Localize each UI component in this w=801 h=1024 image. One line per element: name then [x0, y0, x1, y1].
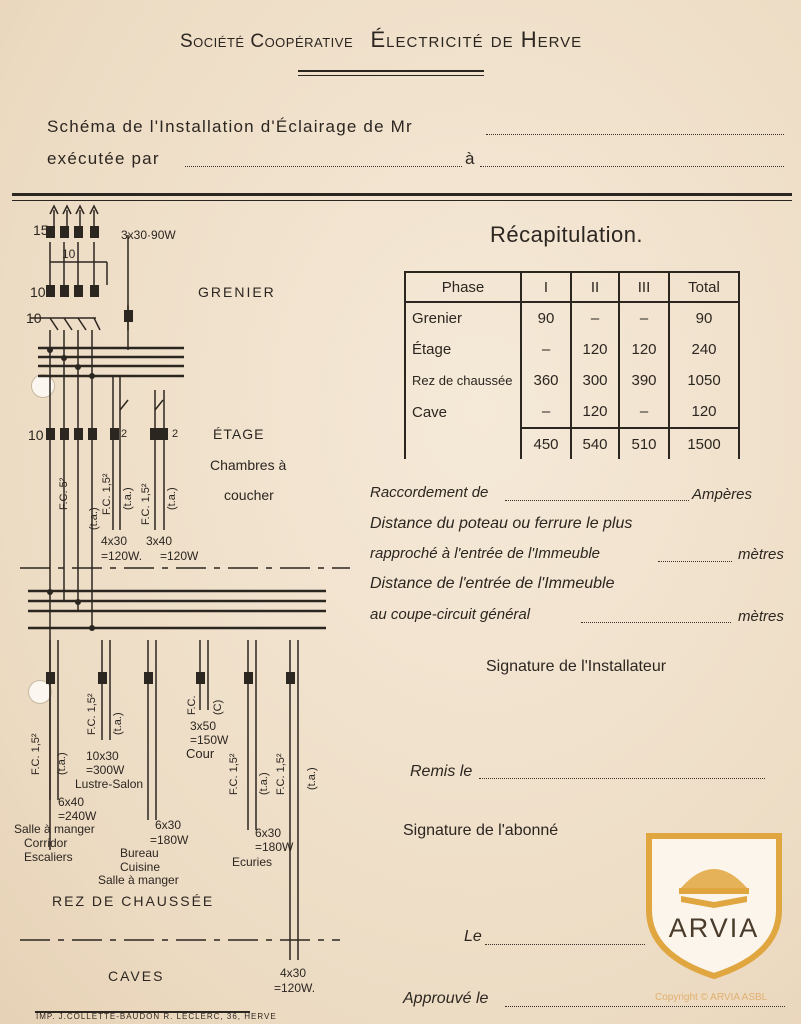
wire-label: (t.a.) — [56, 752, 68, 775]
coucher-label: coucher — [224, 487, 274, 503]
remis-label: Remis le — [410, 763, 473, 780]
arvia-logo — [641, 830, 787, 980]
shield-icon — [641, 830, 787, 980]
recap-title: Récapitulation. — [490, 222, 644, 247]
company-name: Électricité de Herve — [370, 27, 583, 52]
company-type: Société Coopérative — [180, 31, 354, 52]
row-label: Étage — [405, 334, 521, 365]
copyright-text: Copyright © ARVIA ASBL — [655, 992, 768, 1003]
approuve-label: Approuvé le — [403, 990, 489, 1007]
distance2-label-a: Distance de l'entrée de l'Immeuble — [370, 575, 615, 592]
header-rule-thin — [298, 75, 484, 76]
wire-label: F.C. 1,5² — [101, 473, 113, 515]
salle-load: 6x40 — [58, 795, 85, 809]
approuve-blank — [505, 1006, 785, 1007]
switch-rating: 10 — [26, 310, 42, 326]
recap-header-row — [405, 272, 739, 302]
table-row — [405, 302, 739, 334]
wire-label: (C) — [212, 699, 224, 715]
lustre-load-b: =300W — [86, 763, 125, 777]
section-rule — [12, 193, 792, 196]
wire-label: (t.a.) — [258, 772, 270, 795]
salle-a-manger-b-label: Salle à manger — [98, 873, 179, 887]
col-2: II — [571, 272, 619, 302]
raccordement-blank — [505, 500, 689, 501]
recap-table — [404, 271, 740, 459]
etage-load-2b: =120W — [160, 549, 199, 563]
cell: – — [571, 302, 619, 334]
wire-label: (t.a.) — [166, 487, 178, 510]
col-phase: Phase — [405, 272, 521, 302]
wire-label: (t.a.) — [112, 712, 124, 735]
total-cell: 450 — [521, 428, 571, 459]
wire-label: (t.a.) — [122, 487, 134, 510]
bureau-load: 6x30 — [155, 818, 182, 832]
top-fuse-rating: 15 — [33, 222, 49, 238]
table-row — [405, 334, 739, 365]
grenier-label: GRENIER — [198, 284, 276, 300]
fuse-rating: 10 — [30, 284, 46, 300]
distance1-blank — [658, 561, 732, 562]
cave-load: 4x30 — [280, 966, 307, 980]
col-total: Total — [669, 272, 739, 302]
cell: 120 — [669, 396, 739, 428]
cell: – — [521, 396, 571, 428]
place-blank — [480, 166, 784, 167]
cell: 120 — [619, 334, 669, 365]
document-header — [180, 27, 582, 53]
circuit-number: 2 — [172, 428, 179, 440]
executed-by-label: exécutée par — [47, 149, 160, 168]
ecuries-load-b: =180W — [255, 840, 294, 854]
distance2-label-b: au coupe-circuit général — [370, 606, 531, 623]
cell: – — [619, 302, 669, 334]
caves-label: CAVES — [108, 968, 165, 984]
le-blank — [485, 944, 645, 945]
subscriber-signature-label: Signature de l'abonné — [403, 822, 559, 839]
cour-load: 3x50 — [190, 719, 217, 733]
row-label: Rez de chaussée — [405, 365, 521, 396]
logo-text: ARVIA — [668, 913, 760, 943]
installer-blank — [185, 166, 462, 167]
wire-label: F.C. 1,5² — [86, 693, 98, 735]
wire-label: F.C. 1,5² — [30, 733, 42, 775]
total-cell: 510 — [619, 428, 669, 459]
cell: 120 — [571, 396, 619, 428]
cell: 360 — [521, 365, 571, 396]
chambres-label: Chambres à — [210, 457, 287, 473]
at-label: à — [465, 149, 476, 168]
row-label: Cave — [405, 396, 521, 428]
name-blank — [486, 134, 784, 135]
wire-label: (t.a.) — [88, 507, 100, 530]
cell: – — [619, 396, 669, 428]
distance1-label-b: rapproché à l'entrée de l'Immeuble — [370, 545, 601, 562]
cave-load-b: =120W. — [274, 981, 316, 995]
ecuries-load: 6x30 — [255, 826, 282, 840]
wire-label: F.C. 1,5² — [140, 483, 152, 525]
etage-load-2: 3x40 — [146, 534, 173, 548]
col-1: I — [521, 272, 571, 302]
total-cell: 1500 — [669, 428, 739, 459]
cell: 240 — [669, 334, 739, 365]
wire-label: F.C. — [186, 695, 198, 715]
bureau-label: Bureau — [120, 846, 159, 860]
totals-row — [405, 428, 739, 459]
etage-load-1b: =120W. — [101, 549, 143, 563]
amp-rating: 10 — [62, 247, 76, 261]
raccordement-label: Raccordement de — [370, 484, 489, 501]
cell: 90 — [669, 302, 739, 334]
schema-title-line: Schéma de l'Installation d'Éclairage de Mr — [47, 117, 413, 136]
total-cell: 540 — [571, 428, 619, 459]
ecuries-label: Ecuries — [232, 855, 273, 869]
wire-label: F.C. 5² — [58, 477, 70, 510]
table-row — [405, 365, 739, 396]
wire-label: (t.a.) — [306, 767, 318, 790]
wire-label: F.C. 1,5² — [275, 753, 287, 795]
totals-blank — [405, 428, 521, 459]
bureau-load-b: =180W — [150, 833, 189, 847]
cell: 390 — [619, 365, 669, 396]
corridor-label: Corridor — [24, 836, 68, 850]
row-label: Grenier — [405, 302, 521, 334]
salle-load-b: =240W — [58, 809, 97, 823]
etage-load-1: 4x30 — [101, 534, 128, 548]
installer-signature-label: Signature de l'Installateur — [486, 658, 667, 675]
printer-credit: IMP. J.COLLETTE-BAUDON R. LECLERC, 36, HERVE — [36, 1012, 277, 1021]
cell: 120 — [571, 334, 619, 365]
header-rule — [298, 70, 484, 72]
cour-label: Cour — [186, 746, 215, 761]
etage-fuse-rating: 10 — [28, 427, 44, 443]
cell: 1050 — [669, 365, 739, 396]
cuisine-label: Cuisine — [120, 860, 161, 874]
cell: 300 — [571, 365, 619, 396]
wire-label: F.C. 1,5² — [228, 753, 240, 795]
salle-a-manger-label: Salle à manger — [14, 822, 95, 836]
metres2-label: mètres — [738, 608, 784, 625]
distance2-blank — [581, 622, 731, 623]
escaliers-label: Escaliers — [24, 850, 73, 864]
table-row — [405, 396, 739, 428]
grenier-load: 3x30·90W — [121, 228, 176, 242]
rez-label: REZ DE CHAUSSÉE — [52, 893, 215, 909]
le-label: Le — [464, 928, 482, 945]
amperes-label: Ampères — [692, 486, 753, 503]
metres1-label: mètres — [738, 546, 784, 563]
cell: – — [521, 334, 571, 365]
distance1-label-a: Distance du poteau ou ferrure le plus — [370, 515, 633, 532]
cour-load-b: =150W — [190, 733, 229, 747]
circuit-number: 2 — [121, 428, 128, 440]
col-3: III — [619, 272, 669, 302]
cell: 90 — [521, 302, 571, 334]
lustre-salon-label: Lustre-Salon — [75, 777, 144, 791]
lustre-load: 10x30 — [86, 749, 119, 763]
etage-label: ÉTAGE — [213, 426, 265, 442]
remis-blank — [479, 778, 765, 779]
